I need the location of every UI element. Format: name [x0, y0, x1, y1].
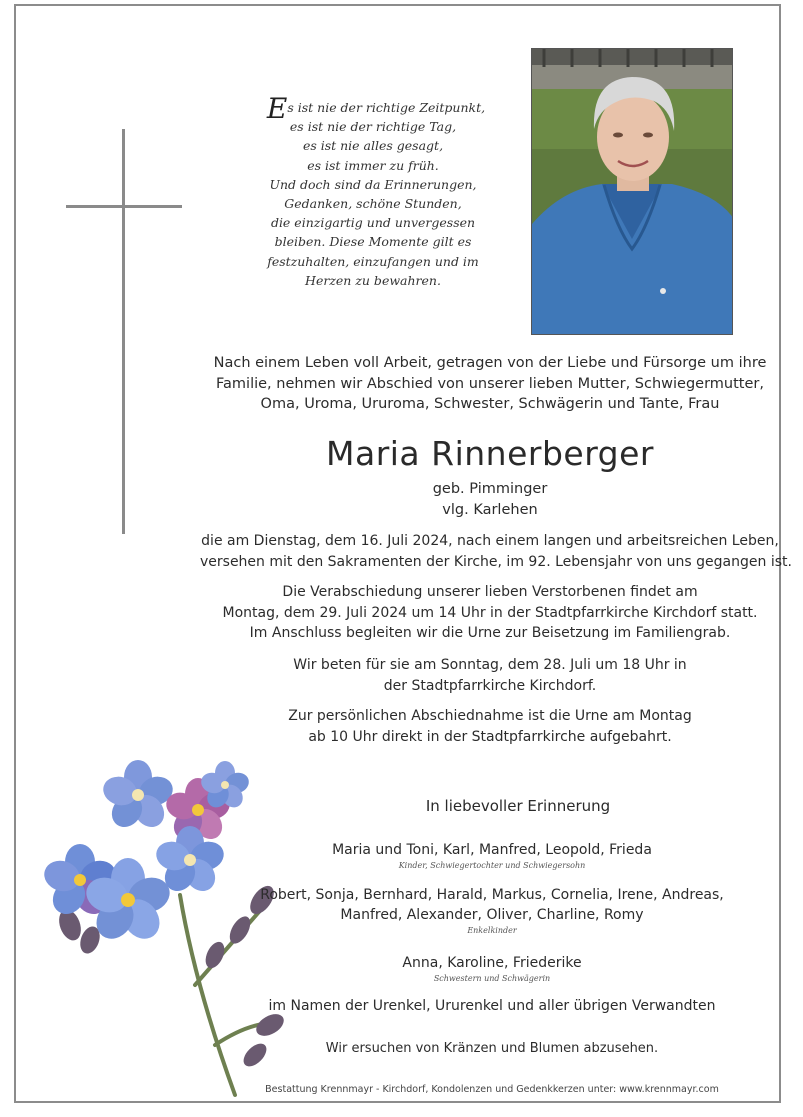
maiden-name: geb. Pimminger: [432, 481, 548, 497]
poem-line: Gedanken, schöne Stunden,: [284, 196, 462, 212]
mourner-names: Manfred, Alexander, Oliver, Charline, Romy: [340, 907, 644, 923]
footer-credit: Bestattung Krennmayr - Kirchdorf, Kondolenzen und Gedenkkerzen unter: www.krennmayr.com: [265, 1084, 719, 1095]
relation-label: Enkelkinder: [467, 926, 517, 935]
poem-line: Es ist nie der richtige Zeitpunkt,: [266, 92, 486, 125]
poem-line: es ist nie der richtige Tag,: [289, 119, 457, 135]
intro-text: Nach einem Leben voll Arbeit, getragen von der Liebe und Fürsorge um ihre Familie, nehmen wir Abschied von unserer lieben Mutter, Schwiegermutter, Oma, Uroma, Ururoma, Schwester, Schwägerin und Tante, Frau: [213, 355, 767, 412]
poem-line: Herzen zu bewahren.: [305, 272, 441, 288]
mourner-names: Maria und Toni, Karl, Manfred, Leopold, Frieda: [332, 842, 652, 858]
behalf-line: im Namen der Urenkel, Ururenkel und aller übrigen Verwandten: [268, 998, 716, 1014]
deceased-name: Maria Rinnerberger: [326, 434, 654, 473]
mourners-children: [222, 840, 762, 872]
poem-line: bleiben. Diese Momente gilt es: [274, 234, 472, 250]
poem-line: die einzigartig und unvergessen: [270, 215, 476, 231]
poem: [258, 92, 488, 290]
poem-line: festzuhalten, einzufangen und im: [267, 253, 479, 269]
farewell-notice: Die Verabschiedung unserer lieben Verstorbenen findet am Montag, dem 29. Juli 2024 um 14 Uhr in der Stadtpfarrkirche Kirchdorf statt. Im Anschluss begleiten wir die Urne zur Beisetzung im Familiengrab.: [222, 584, 758, 641]
poem-line: es ist immer zu früh.: [307, 157, 439, 173]
mourners-siblings: [222, 953, 762, 985]
poem-initial: E: [266, 92, 288, 125]
mourner-names: Anna, Karoline, Friederike: [402, 955, 582, 971]
death-notice: die am Dienstag, dem 16. Juli 2024, nach einem langen und arbeitsreichen Leben, versehen mit den Sakramenten der Kirche, im 92. Lebensjahr von uns gegangen ist.: [200, 533, 792, 570]
viewing-notice: Zur persönlichen Abschiednahme ist die Urne am Montag ab 10 Uhr direkt in der Stadtpfarrkirche aufgebahrt.: [288, 708, 692, 745]
mourners-grandchildren: [222, 885, 762, 937]
relation-label: Kinder, Schwiegertochter und Schwiegersohn: [398, 861, 586, 870]
flowers-request: Wir ersuchen von Kränzen und Blumen abzusehen.: [325, 1041, 659, 1056]
relation-label: Schwestern und Schwägerin: [433, 974, 551, 983]
portrait-photo: [531, 48, 733, 335]
poem-line: Und doch sind da Erinnerungen,: [269, 176, 477, 192]
memory-heading: In liebevoller Erinnerung: [425, 797, 611, 815]
deceased-details: [200, 479, 780, 520]
mourner-names: Robert, Sonja, Bernhard, Harald, Markus, Cornelia, Irene, Andreas,: [260, 887, 724, 903]
prayer-notice: Wir beten für sie am Sonntag, dem 28. Juli um 18 Uhr in der Stadtpfarrkirche Kirchdorf.: [293, 657, 687, 694]
vulgo-name: vlg. Karlehen: [442, 501, 538, 518]
poem-line: es ist nie alles gesagt,: [302, 138, 444, 154]
